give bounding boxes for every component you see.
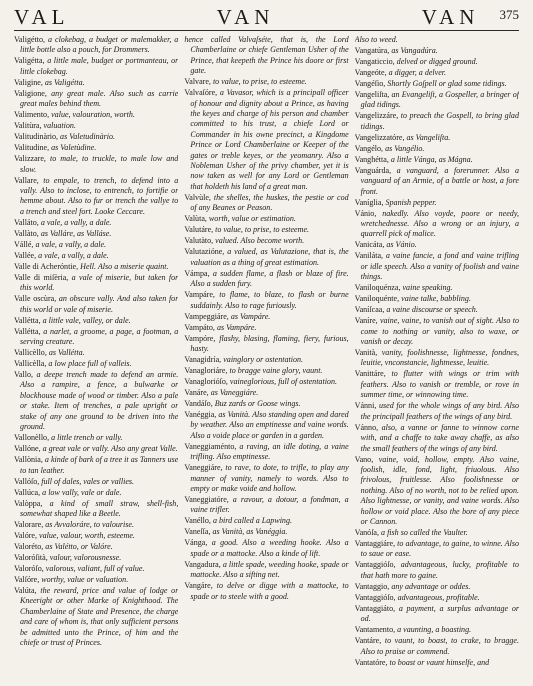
- dictionary-entry: [14, 251, 178, 261]
- entry-headword: Vallicèllo,: [14, 348, 47, 358]
- entry-headword: Vantáre,: [354, 636, 382, 646]
- dictionary-entry: [355, 283, 519, 293]
- entry-headword: Vanéllo,: [184, 516, 211, 526]
- dictionary-entry: [355, 401, 519, 422]
- entry-headword: Valoréto,: [14, 541, 44, 551]
- entry-headword: Vallònia,: [14, 455, 43, 465]
- entry-definition: a vaine fancie, a fond and vaine trifling or idle speech. Also a vanity of foolish and vaine things.: [360, 251, 519, 282]
- entry-headword: Vano,: [354, 454, 374, 464]
- entry-definition: a little trench or vally.: [51, 433, 123, 443]
- entry-headword: Valitudinàrio,: [14, 132, 59, 142]
- entry-definition: a narlet, a groome, a page, a footman, a serving creature.: [20, 326, 179, 347]
- entry-definition: a clokebag, a budget or malemakker, a little bottle also a pouch, for Drommers.: [20, 35, 179, 55]
- dictionary-entry: [355, 625, 519, 635]
- entry-definition: a little Vánga, as Mágna.: [390, 154, 473, 164]
- entry-definition: a fish so called the Vaulter.: [381, 527, 468, 537]
- dictionary-entry: [184, 214, 348, 224]
- entry-definition: a vaine discourse or speech.: [386, 305, 478, 315]
- entry-headword: Vaneggiaménto,: [184, 441, 237, 451]
- entry-headword: Vánga,: [184, 538, 208, 548]
- entry-headword: Valùta,: [184, 214, 207, 224]
- entry-definition: delved or digged ground.: [396, 57, 478, 66]
- entry-headword: Vaneggiáre,: [184, 463, 223, 473]
- entry-headword: Valle di miſèria,: [14, 272, 69, 282]
- entry-definition: as Valetùdine.: [51, 143, 97, 153]
- dictionary-entry: [355, 582, 519, 592]
- entry-definition: a good. Also a weeding hooke. Also a spade or a mattocke. Also a kinde of lift.: [190, 538, 349, 558]
- entry-definition: value, valour, worth, esteeme.: [39, 530, 135, 540]
- entry-definition: to flame, to blaze, to flash or burne suddainly. Also to rage furiously.: [190, 290, 349, 310]
- dictionary-entry: [14, 433, 178, 443]
- dictionary-entry: [184, 410, 348, 441]
- entry-headword: Vaníſcaa,: [354, 305, 385, 315]
- dictionary-entry: [184, 495, 348, 516]
- entry-definition: as Vanità. Also standing open and dared by weather. Also an emptinesse and vaine words. Also a voide place or garden in a garden.: [190, 409, 349, 440]
- entry-definition: valour, valorousnesse.: [49, 552, 122, 562]
- header-left: VAL: [14, 5, 70, 29]
- entry-definition: nakedly. Also voyde, poore or needy, wretchednesse. Also a wrong or an injury, a quarrell pick of malice.: [360, 208, 519, 239]
- entry-definition: worthy, value or valuation.: [41, 574, 129, 584]
- entry-headword: Vangéſio,: [354, 79, 386, 88]
- entry-definition: Buz zards or Goose wings.: [214, 398, 301, 408]
- entry-headword: Vanaglorióſo,: [184, 376, 228, 386]
- entry-headword: Vangelizzáre,: [354, 111, 399, 121]
- dictionary-entry: [184, 442, 348, 463]
- dictionary-entry: [14, 553, 178, 563]
- dictionary-entry: [14, 89, 178, 110]
- entry-headword: Valitudine,: [14, 143, 50, 153]
- entry-headword: Vangelizzatóre,: [354, 132, 405, 142]
- entry-headword: Valſóre,: [14, 574, 40, 584]
- dictionary-entry: [14, 294, 178, 315]
- entry-headword: Vámpa,: [184, 268, 210, 278]
- entry-headword: Vanáre,: [184, 387, 209, 397]
- dictionary-entry: [184, 463, 348, 494]
- dictionary-entry: [355, 455, 519, 528]
- dictionary-entry: [355, 198, 519, 208]
- entry-definition: as Avvaloráre, to valourise.: [45, 519, 135, 529]
- entry-headword: Vallée,: [14, 250, 37, 260]
- dictionary-entry: [14, 262, 178, 272]
- dictionary-entry: [184, 236, 348, 246]
- entry-headword: Vállé,: [14, 239, 34, 249]
- dictionary-entry: [14, 176, 178, 218]
- dictionary-entry: [355, 294, 519, 304]
- entry-definition: vaine speaking.: [402, 283, 453, 293]
- dictionary-entry: [355, 35, 519, 45]
- entry-headword: Vallo,: [14, 370, 33, 380]
- entry-definition: a bird called a Lapwing.: [212, 516, 292, 526]
- entry-headword: Vantaggiáto,: [354, 603, 396, 613]
- entry-definition: to rave, to dote, to trifle, to play any manner of vanity, namely to words. Also to empty or make voide and hollow.: [190, 463, 349, 493]
- entry-definition: to empale, to trench, to defend into a vally. Also to inclose, to entrench, to fortifie or hemme about. Also to fur or trench the vallye to a trench and steel fort. Looke Ceccare.: [20, 175, 179, 216]
- entry-definition: vaine talke, babbling.: [401, 294, 471, 304]
- entry-definition: Also to weed.: [354, 35, 398, 44]
- entry-headword: Vallúca,: [14, 487, 41, 497]
- dictionary-entry: [355, 133, 519, 143]
- entry-definition: valued. Also become worth.: [215, 236, 305, 246]
- entry-headword: Vanità,: [354, 348, 378, 358]
- entry-headword: Vangeliſta,: [354, 90, 390, 99]
- entry-headword: Valláto,: [14, 217, 39, 227]
- dictionary-entry: [14, 477, 178, 487]
- dictionary-entry: [14, 143, 178, 153]
- entry-definition: as Valláre, as Valláse.: [40, 228, 112, 238]
- entry-definition: value, valouration, worth.: [51, 110, 135, 120]
- header-right-group: [422, 6, 519, 28]
- dictionary-entry: [184, 35, 348, 77]
- entry-definition: a vale of miserie, but taken for this world.: [20, 272, 179, 293]
- entry-definition: any great male. Also such as carrie great males behind them.: [20, 88, 179, 109]
- entry-definition: to boast or vaunt himselfe, and: [389, 657, 490, 667]
- entry-definition: as Vangadúra.: [391, 46, 438, 55]
- dictionary-entry: [355, 209, 519, 240]
- entry-definition: an Evangeliſt, a Gospeller, a bringer of glad tidings.: [360, 90, 519, 110]
- header-center: VAN: [216, 5, 275, 29]
- header-right: VAN: [421, 5, 480, 29]
- dictionary-entry: [14, 564, 178, 574]
- dictionary-entry: [355, 90, 519, 111]
- entry-headword: Vaníre,: [354, 316, 378, 326]
- entry-definition: a digger, a delver.: [388, 68, 447, 77]
- dictionary-entry: [14, 348, 178, 358]
- entry-headword: Vanguárda,: [354, 165, 392, 175]
- dictionary-entry: [14, 455, 178, 476]
- entry-headword: Vanicáta,: [354, 240, 385, 250]
- dictionary-entry: [355, 305, 519, 315]
- entry-headword: Valle oscùra,: [14, 294, 57, 304]
- entry-headword: Vallicèlla,: [14, 359, 47, 369]
- entry-definition: a raving, an idle doting, a vaine trifling. Also emptinesse.: [190, 441, 349, 462]
- dictionary-entry: [355, 155, 519, 165]
- entry-headword: Vanagidría,: [184, 354, 222, 364]
- entry-headword: Valigine,: [14, 77, 43, 87]
- running-header: [14, 6, 519, 28]
- entry-definition: a little vale, valley, or dale.: [42, 315, 131, 325]
- entry-headword: Vallétta,: [14, 326, 41, 336]
- entry-headword: Vantaggiáre,: [354, 538, 396, 548]
- entry-headword: Valutazióne,: [184, 247, 225, 257]
- dictionary-entry: [355, 79, 519, 89]
- dictionary-entry: [355, 111, 519, 132]
- entry-headword: Valúta,: [14, 585, 37, 595]
- entry-headword: Valimento,: [14, 110, 50, 120]
- dictionary-entry: [184, 225, 348, 235]
- entry-definition: advantageous, profitable.: [397, 592, 480, 602]
- entry-columns: [14, 35, 519, 675]
- entry-definition: to male, to truckle, to male low and slow.: [20, 154, 179, 174]
- entry-headword: Vangélo,: [354, 143, 384, 153]
- entry-headword: Vangatúra,: [354, 46, 390, 55]
- header-rule: [14, 30, 519, 31]
- entry-headword: Vaneggiatóre,: [184, 494, 229, 504]
- entry-definition: the reward, price and value of lodge or Kneeright or other Marke of Knighthood. The Chamberlaine of State and Presence, the charge and care of whom is, that only sufficient persons be admitted unto the Prince, of him and the chiefe or trust of Princes.: [20, 585, 179, 647]
- dictionary-entry: [14, 370, 178, 432]
- entry-headword: Vanghétta,: [354, 154, 389, 164]
- dictionary-entry: [184, 581, 348, 602]
- entry-definition: a great vale or vally. Also any great Valle.: [42, 444, 178, 454]
- entry-definition: the shelles, the huskes, the pestie or cod of any Beanes or Peason.: [190, 192, 349, 213]
- entry-definition: a low vally, vale or dale.: [42, 487, 122, 497]
- dictionary-entry: [184, 290, 348, 311]
- dictionary-entry: [184, 88, 348, 192]
- entry-definition: any advantage or oddes.: [391, 581, 471, 591]
- dictionary-entry: [184, 560, 348, 581]
- entry-definition: to preach the Gospell, to bring glad tidings.: [360, 111, 519, 131]
- dictionary-entry: [184, 269, 348, 290]
- dictionary-entry: [184, 323, 348, 333]
- dictionary-entry: [14, 110, 178, 120]
- entry-definition: a low place full of valleis.: [48, 359, 132, 369]
- dictionary-entry: [184, 77, 348, 87]
- entry-definition: a little male, budget or portmanteau, or little clokebag.: [20, 56, 179, 76]
- entry-definition: to bragge vaine glory, vaunt.: [229, 365, 323, 375]
- dictionary-entry: [184, 377, 348, 387]
- dictionary-entry: [355, 166, 519, 197]
- entry-definition: a valued, as Valutazione, that is, the valuation as a thing of great estimation.: [190, 247, 349, 267]
- entry-headword: Vangaticcio,: [354, 57, 395, 66]
- entry-definition: Spanish pepper.: [385, 197, 437, 207]
- entry-headword: Vanagloriáre,: [184, 365, 228, 375]
- dictionary-entry: [14, 240, 178, 250]
- entry-definition: used for the whole wings of any bird. Also the principall feathers of the wings of any bird.: [360, 401, 519, 421]
- entry-headword: Vangáre,: [184, 581, 213, 591]
- dictionary-entry: [14, 35, 178, 56]
- entry-definition: vaineglorious, full of ostentation.: [229, 376, 337, 386]
- dictionary-entry: [14, 575, 178, 585]
- dictionary-entry: [355, 636, 519, 657]
- column-right: [355, 35, 519, 675]
- dictionary-entry: [14, 218, 178, 228]
- dictionary-entry: [184, 516, 348, 526]
- dictionary-entry: [14, 316, 178, 326]
- entry-headword: Valorare,: [14, 519, 44, 529]
- dictionary-entry: [355, 369, 519, 400]
- entry-headword: Vantaggióſo,: [354, 560, 396, 570]
- entry-definition: as Vangeliſta.: [406, 132, 451, 142]
- entry-headword: Vaniloquénte,: [354, 294, 400, 304]
- entry-headword: Vánni,: [354, 401, 377, 411]
- dictionary-entry: [14, 154, 178, 175]
- dictionary-entry: [14, 499, 178, 520]
- entry-definition: as Vampáre.: [230, 311, 271, 321]
- entry-headword: Vallonèllo,: [14, 433, 50, 443]
- entry-definition: as Vaneggiáre.: [210, 387, 259, 397]
- column-left: [14, 35, 178, 675]
- page-number: 375: [499, 7, 519, 22]
- dictionary-entry: [184, 355, 348, 365]
- entry-definition: a kind of small straw, shell-fish, somewhat shaped like a Beetle.: [20, 498, 179, 518]
- entry-definition: to vaunt, to boast, to crake, to bragge. Also to praise or commend.: [360, 636, 519, 656]
- dictionary-entry: [184, 527, 348, 537]
- entry-definition: a vanguard, a forerunner. Also a vanguard of an Armie, of a battle or host, a fore front.: [360, 165, 519, 196]
- entry-headword: Valigétto,: [14, 35, 46, 44]
- dictionary-entry: [355, 251, 519, 282]
- entry-definition: a vaunting, a boasting.: [397, 625, 472, 635]
- entry-headword: Vaniláta,: [354, 251, 384, 261]
- entry-definition: vaine, void, hollow, empty. Also vaine, foolish, idle, fond, light, friuolous. Also frivolous, fruitlesse. Also foolishnesse or nothing. Also of no worth, not to be relied upon. Also lightnesse, or vanity, and vaine words. Also hollow or void place. Also the bore of any piece or Cannon.: [360, 454, 519, 526]
- entry-definition: as Vangélio.: [385, 143, 425, 153]
- entry-headword: Vantatóre,: [354, 657, 388, 667]
- entry-headword: Valoróſità,: [14, 552, 48, 562]
- entry-definition: to advantage, to gaine, to winne. Also to saue or ease.: [360, 538, 519, 559]
- dictionary-entry: [355, 593, 519, 603]
- entry-headword: Vampáto,: [184, 322, 215, 332]
- entry-definition: full of dales, vales or vallies.: [41, 476, 135, 486]
- dictionary-entry: [355, 348, 519, 369]
- entry-definition: as Valétto, or Valóre.: [45, 541, 113, 551]
- column-middle: [184, 35, 348, 675]
- entry-headword: Vantaggióſo,: [354, 592, 396, 602]
- entry-headword: Vanóſa,: [354, 527, 380, 537]
- entry-definition: vanity, foolishnesse, lightnesse, fondnes, leuitie, vnconstancie, lightnesse, leuitie.: [360, 348, 519, 368]
- dictionary-entry: [14, 531, 178, 541]
- entry-definition: to flutter with wings or trim with feathers. Also to vanish or tremble, or rove in summer time, or winnowing time.: [360, 369, 519, 400]
- entry-definition: to delve or digge with a mattocke, to spade or to steele with a good.: [190, 581, 349, 601]
- dictionary-entry: [184, 247, 348, 268]
- entry-definition: a little spade, weeding hooke, spade or mattocke. Also a sifting net.: [190, 559, 349, 580]
- entry-headword: Vampeggiáre,: [184, 311, 229, 321]
- entry-definition: a ravour, a dotour, a fondman, a vaine trifler.: [190, 494, 349, 515]
- entry-definition: flashy, blasing, flaming, fiery, furious, hasty.: [190, 333, 349, 353]
- dictionary-entry: [184, 312, 348, 322]
- dictionary-entry: [355, 46, 519, 56]
- dictionary-entry: [184, 399, 348, 409]
- entry-headword: Valvaſóre,: [184, 88, 218, 98]
- entry-definition: a vale, a vally, a dale.: [35, 239, 107, 249]
- entry-headword: Vallétta,: [14, 315, 41, 325]
- entry-headword: Vaneſſa,: [184, 527, 211, 537]
- entry-headword: Vangadura,: [184, 559, 221, 569]
- entry-headword: Vallàto,: [14, 228, 39, 238]
- entry-definition: a payment, a surplus advantage or od.: [360, 603, 519, 624]
- entry-definition: as Vampáre.: [216, 322, 257, 332]
- entry-definition: as Vánio.: [386, 240, 417, 250]
- entry-definition: Shortly Goſpell or glad some tidings.: [387, 79, 507, 88]
- entry-headword: Valizzare,: [14, 154, 46, 164]
- dictionary-entry: [14, 273, 178, 294]
- entry-headword: Valóre,: [14, 530, 38, 540]
- entry-definition: as Vallétta.: [48, 348, 85, 358]
- entry-definition: as Valetudinàrio.: [60, 132, 116, 142]
- dictionary-entry: [184, 538, 348, 559]
- entry-definition: a Vavasor, which is a principall officer of honour and dignity about a Prince, as having the keyes and charge of his person and chamber committed to his trust, a chiefe Lord or Commander in his owne precinct, a Kingdome Prince or Lord Chamberlaine or Keeper of the gates or treble keyes, or the yeomanry. Also a Nobleman Usher of the privy chamber, yet it is now taken as well for any Lord or Gentleman that holdeth his land of a great man.: [190, 88, 349, 191]
- dictionary-entry: [355, 144, 519, 154]
- entry-headword: Vangeóte,: [354, 68, 387, 77]
- dictionary-entry: [14, 359, 178, 369]
- dictionary-entry: [355, 57, 519, 67]
- dictionary-entry: [14, 488, 178, 498]
- dictionary-entry: [14, 520, 178, 530]
- dictionary-entry: [184, 334, 348, 355]
- entry-definition: a kinde of bark of a tree it as Tanners use to tan leather.: [20, 455, 179, 475]
- entry-definition: Hell. Also a miserie quaint.: [80, 261, 169, 271]
- entry-headword: Vánio,: [354, 208, 377, 218]
- entry-headword: Vanittáre,: [354, 369, 386, 379]
- dictionary-entry: [14, 229, 178, 239]
- dictionary-entry: [184, 366, 348, 376]
- entry-headword: Vandáſo,: [184, 398, 213, 408]
- entry-headword: Vallare,: [14, 175, 39, 185]
- dictionary-entry: [355, 539, 519, 560]
- entry-definition: as Vanità, as Vanéggia.: [212, 527, 288, 537]
- entry-definition: vaine, vaine, to vanish out of sight. Also to come to nothing or vanity, also to waxe, or vanish or decay.: [360, 316, 519, 347]
- entry-headword: Valle di Acheróntie,: [14, 261, 79, 271]
- entry-definition: a sudden flame, a flash or blaze of fire. Also a sudden fury.: [190, 268, 349, 289]
- entry-headword: Valigétta,: [14, 56, 45, 66]
- dictionary-entry: [355, 68, 519, 78]
- entry-definition: hence called Valvaſséte, that is, the Lord Chamberlaine or chiefe Gentleman Usher of the Prince, that keepeth the Prince his doore or first gate.: [184, 35, 349, 76]
- dictionary-entry: [14, 56, 178, 77]
- entry-headword: Vallóſo,: [14, 476, 40, 486]
- dictionary-entry: [14, 542, 178, 552]
- dictionary-entry: [14, 132, 178, 142]
- entry-definition: valuation.: [43, 121, 76, 131]
- entry-headword: Valigione,: [14, 88, 47, 98]
- entry-definition: as Valigétta.: [44, 77, 85, 87]
- entry-definition: an obscure vally. And also taken for this world or vale of miserie.: [20, 294, 179, 314]
- entry-headword: Vanéggia,: [184, 409, 217, 419]
- dictionary-entry: [355, 604, 519, 625]
- entry-headword: Valoróſo,: [14, 563, 44, 573]
- dictionary-entry: [14, 327, 178, 348]
- entry-definition: to value, to prise, to esteeme.: [215, 225, 310, 235]
- entry-headword: Vánno,: [354, 422, 379, 432]
- dictionary-entry: [355, 423, 519, 454]
- entry-headword: Vantaggio,: [354, 581, 390, 591]
- entry-headword: Valòppa,: [14, 498, 43, 508]
- entry-definition: valorous, valiant, full of value.: [45, 563, 145, 573]
- dictionary-entry: [355, 658, 519, 668]
- entry-headword: Vantamento,: [354, 625, 396, 635]
- entry-headword: Vampáre,: [184, 290, 215, 300]
- entry-headword: Vaniloquénza,: [354, 283, 401, 293]
- entry-definition: a vale, a vally, a dale.: [40, 217, 112, 227]
- entry-definition: advantageous, lucky, profitable to that hath more to gaine.: [360, 560, 519, 580]
- entry-definition: vainglory or ostentation.: [223, 354, 304, 364]
- entry-headword: Vampóre,: [184, 333, 216, 343]
- entry-definition: worth, value or estimation.: [208, 214, 296, 224]
- entry-headword: Valitùra,: [14, 121, 42, 131]
- dictionary-entry: [14, 78, 178, 88]
- dictionary-entry: [355, 240, 519, 250]
- entry-headword: Valutáre,: [184, 225, 214, 235]
- dictionary-entry: [14, 121, 178, 131]
- entry-headword: Vaníglia,: [354, 197, 384, 207]
- dictionary-entry: [14, 586, 178, 648]
- dictionary-entry: [355, 316, 519, 347]
- entry-headword: Valutàto,: [184, 236, 214, 246]
- dictionary-entry: [184, 193, 348, 214]
- entry-headword: Vallóne,: [14, 444, 41, 454]
- entry-definition: a deepe trench made to defend an armie. Also a rampire, a fence, a bulwarke or blockhouse made of wood or timber. Also a pale or stake. Item of trenches, a pale upright or stake of any one ground to be driven into the ground.: [20, 370, 179, 432]
- entry-headword: Valvùle,: [184, 192, 211, 202]
- entry-definition: to value, to prise, to esteeme.: [212, 77, 307, 87]
- dictionary-entry: [355, 560, 519, 581]
- entry-definition: a vale, a vally, a dale.: [38, 250, 109, 260]
- dictionary-entry: [355, 528, 519, 538]
- dictionary-entry: [14, 444, 178, 454]
- entry-headword: Valvare,: [184, 77, 211, 87]
- dictionary-entry: [184, 388, 348, 398]
- entry-definition: also, a vanne or fanne to winnow corne with, and a chaffe to take away chaffe, as also the small feathers of the wings of any bird.: [360, 422, 519, 453]
